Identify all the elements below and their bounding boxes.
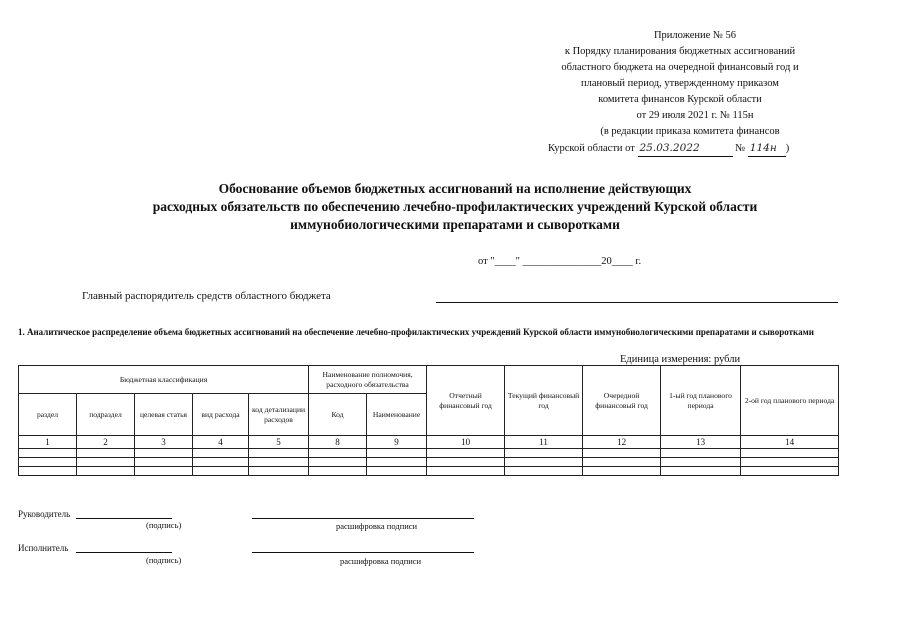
header-report-year: Отчетный финансовый год xyxy=(427,366,505,436)
column-number: 14 xyxy=(741,436,839,449)
title-line-2: расходных обязательств по обеспечению лечебно-профилактических учреждений Курской области xyxy=(152,199,758,214)
budget-table xyxy=(18,365,839,476)
column-number: 10 xyxy=(427,436,505,449)
header-plan-year-1: 1-ый год планового периода xyxy=(661,366,741,436)
section-1-heading: 1. Аналитическое распределение объема бюджетных ассигнований на обеспечение лечебно-профилактических учреждений Курской области иммунобиологическими препаратами и сыворотками xyxy=(18,327,814,337)
number-sign: № xyxy=(735,143,746,154)
head-decode-caption: расшифровка подписи xyxy=(336,521,418,531)
executor-signature-field[interactable] xyxy=(76,552,172,553)
annex-line: комитета финансов Курской области xyxy=(598,94,762,105)
handwritten-number: 114н xyxy=(748,140,786,157)
annex-order-date: от 29 июля 2021 г. № 115н xyxy=(636,110,754,121)
executor-sign-caption: (подпись) xyxy=(146,555,182,565)
annex-edition-prefix: Курской области от xyxy=(548,143,635,154)
closing-paren: ) xyxy=(785,143,790,154)
column-number: 13 xyxy=(661,436,741,449)
unit-of-measure: Единица измерения: рубли xyxy=(620,354,741,365)
executor-label: Исполнитель xyxy=(18,543,69,553)
head-decode-field[interactable] xyxy=(252,518,474,519)
document-date-line: от "____" _______________20____ г. xyxy=(478,256,642,267)
column-numbers-row xyxy=(19,436,839,449)
annex-edition-line xyxy=(520,140,840,157)
executor-decode-caption: расшифровка подписи xyxy=(340,556,422,566)
title-line-1: Обоснование объемов бюджетных ассигнований на исполнение действующих xyxy=(218,181,692,196)
column-number: 8 xyxy=(309,436,367,449)
column-number: 11 xyxy=(505,436,583,449)
chief-administrator-label: Главный распорядитель средств областного бюджета xyxy=(82,290,331,302)
header-expense-type: вид расхода xyxy=(193,394,249,436)
column-number: 1 xyxy=(19,436,77,449)
table-row[interactable] xyxy=(19,458,839,467)
head-sign-caption: (подпись) xyxy=(146,520,182,530)
column-number: 9 xyxy=(367,436,427,449)
header-target-article: целевая статья xyxy=(135,394,193,436)
annex-number: Приложение № 56 xyxy=(653,30,737,41)
annex-edition-note: (в редакции приказа комитета финансов xyxy=(600,126,780,137)
annex-line: плановый период, утвержденному приказом xyxy=(581,78,779,89)
header-budget-classification: Бюджетная классификация xyxy=(19,366,309,394)
header-code: Код xyxy=(309,394,367,436)
header-name: Наименование xyxy=(367,394,427,436)
table-row[interactable] xyxy=(19,449,839,458)
executor-decode-field[interactable] xyxy=(252,552,474,553)
header-detail-code: код детализации расходов xyxy=(249,394,309,436)
handwritten-date: 25.03.2022 xyxy=(638,140,733,157)
title-line-3: иммунобиологическими препаратами и сыворотками xyxy=(290,217,620,232)
head-label: Руководитель xyxy=(18,509,71,519)
document-title xyxy=(110,180,800,234)
annex-line: областного бюджета на очередной финансовый год и xyxy=(561,62,799,73)
table-row[interactable] xyxy=(19,467,839,476)
column-number: 2 xyxy=(77,436,135,449)
header-current-year: Текущий финансовый год xyxy=(505,366,583,436)
column-number: 4 xyxy=(193,436,249,449)
column-number: 12 xyxy=(583,436,661,449)
header-next-year: Очередной финансовый год xyxy=(583,366,661,436)
header-razdel: раздел xyxy=(19,394,77,436)
annex-block xyxy=(520,28,840,157)
head-signature-field[interactable] xyxy=(76,518,172,519)
header-obligation: Наименование полномочия, расходного обязательства xyxy=(309,366,427,394)
column-number: 3 xyxy=(135,436,193,449)
chief-administrator-field[interactable] xyxy=(436,302,838,303)
column-number: 5 xyxy=(249,436,309,449)
annex-line: к Порядку планирования бюджетных ассигнований xyxy=(564,46,796,57)
header-plan-year-2: 2-ой год планового периода xyxy=(741,366,839,436)
header-podrazdel: подраздел xyxy=(77,394,135,436)
